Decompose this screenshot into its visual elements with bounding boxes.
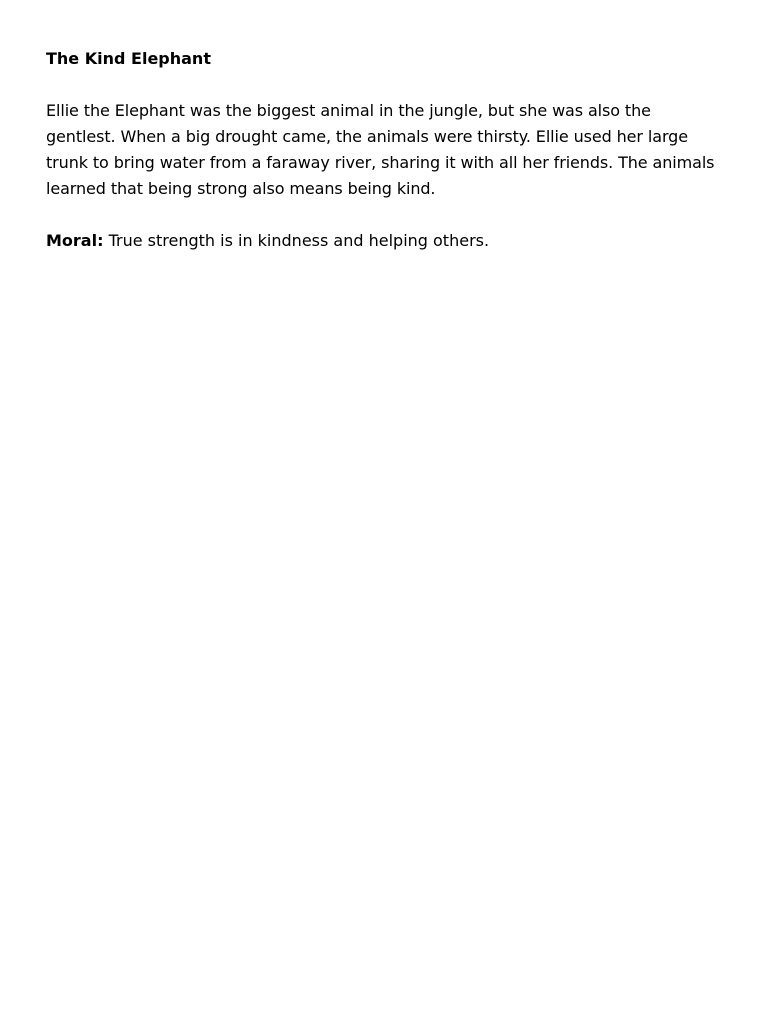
story-title: The Kind Elephant: [46, 49, 211, 68]
moral-text: True strength is in kindness and helping others.: [108, 231, 490, 250]
moral-label: Moral:: [46, 231, 104, 250]
story-paragraph: Ellie the Elephant was the biggest animal in the jungle, but she was also the gentlest. When a big drought came, the animals were thirsty. Ellie used her large trunk to bring water from a faraway river, sharing it with all her friends. The animals learned that being strong also means being kind.: [46, 101, 715, 198]
moral-line: [46, 228, 722, 254]
